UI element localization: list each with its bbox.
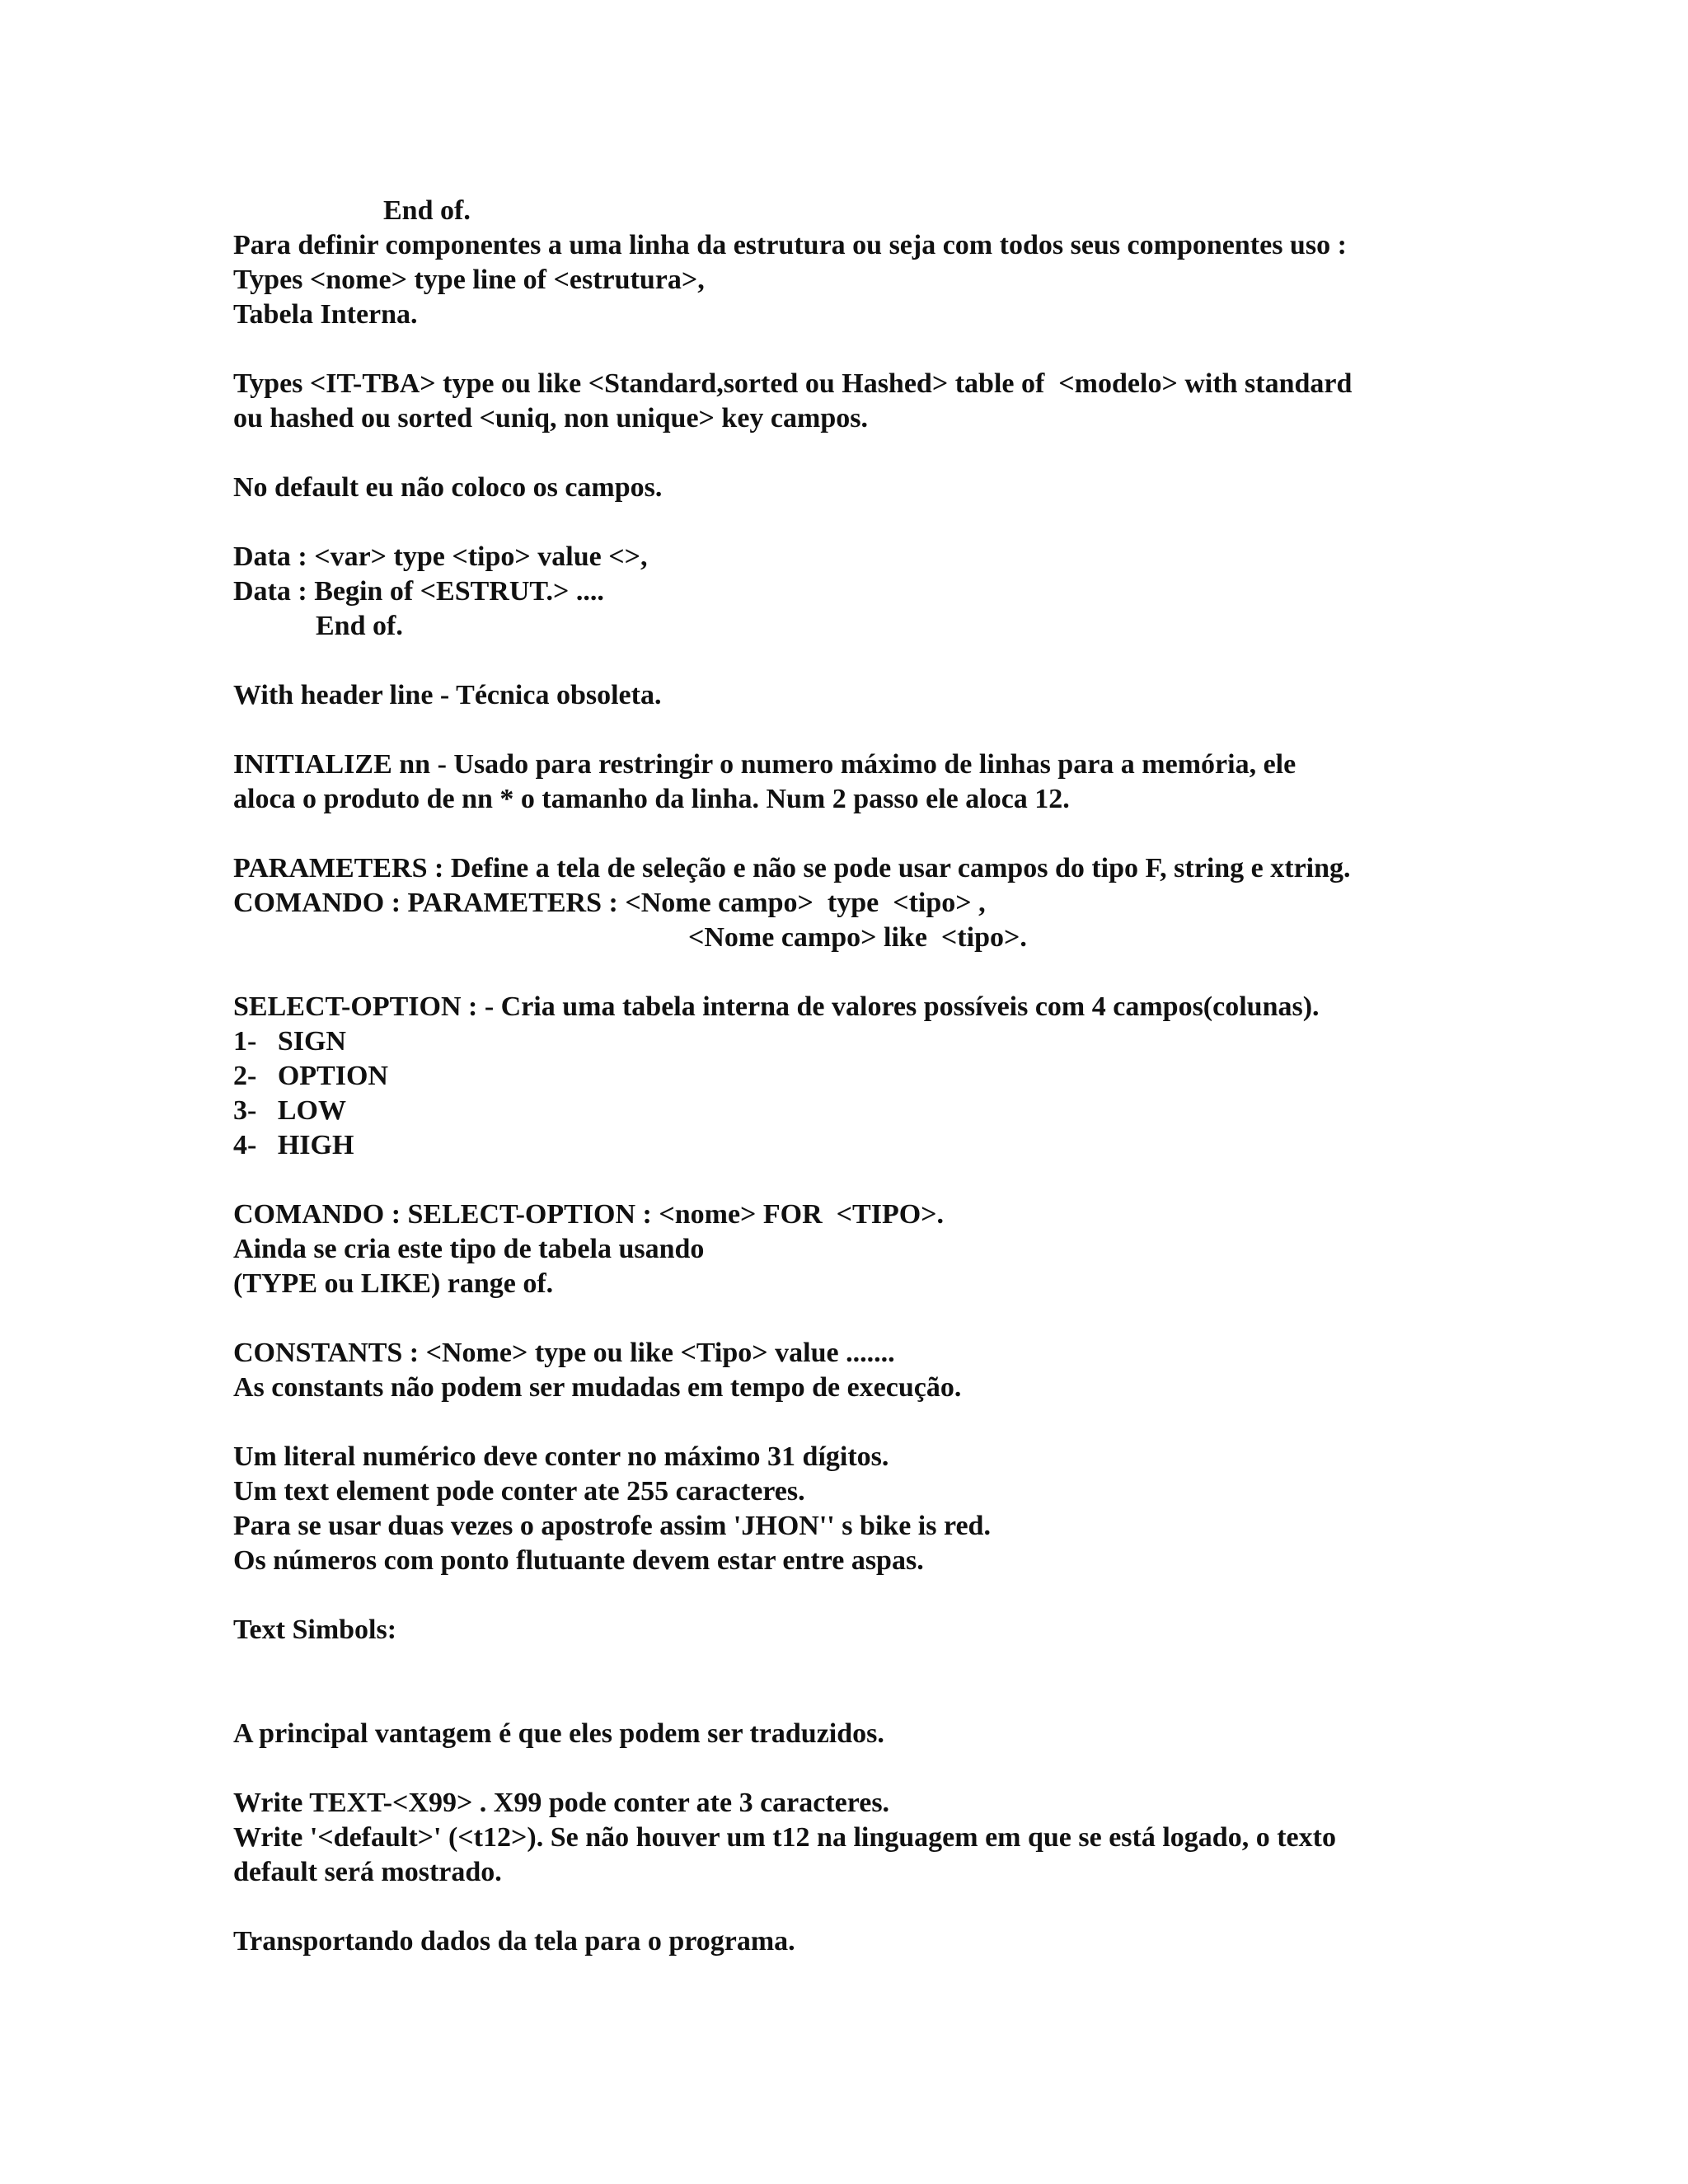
text-line: Um text element pode conter ate 255 caracteres. xyxy=(233,1476,805,1507)
text-line: A principal vantagem é que eles podem ser traduzidos. xyxy=(233,1718,884,1749)
text-line: End of. xyxy=(383,195,471,226)
text-line: (TYPE ou LIKE) range of. xyxy=(233,1268,554,1299)
text-line: Write TEXT-<X99> . X99 pode conter ate 3 caracteres. xyxy=(233,1788,890,1818)
text-line: INITIALIZE nn - Usado para restringir o numero máximo de linhas para a memória, ele xyxy=(233,749,1296,780)
text-line: No default eu não coloco os campos. xyxy=(233,472,663,503)
text-line: Tabela Interna. xyxy=(233,299,418,330)
text-line: Text Simbols: xyxy=(233,1615,397,1645)
text-line: Write '<default>' (<t12>). Se não houver um t12 na linguagem em que se está logado, o texto xyxy=(233,1822,1336,1853)
text-line: ou hashed ou sorted <uniq, non unique> key campos. xyxy=(233,403,868,434)
text-line: Data : <var> type <tipo> value <>, xyxy=(233,541,648,572)
text-line: Types <nome> type line of <estrutura>, xyxy=(233,265,705,295)
text-line: As constants não podem ser mudadas em tempo de execução. xyxy=(233,1372,962,1403)
text-line: aloca o produto de nn * o tamanho da linha. Num 2 passo ele aloca 12. xyxy=(233,784,1070,814)
text-line: PARAMETERS : Define a tela de seleção e não se pode usar campos do tipo F, string e xtring. xyxy=(233,853,1351,883)
text-line: Para se usar duas vezes o apostrofe assim 'JHON'' s bike is red. xyxy=(233,1511,991,1541)
text-line: COMANDO : PARAMETERS : <Nome campo> type <tipo> , xyxy=(233,888,986,918)
text-line: End of. xyxy=(316,611,403,641)
text-line: CONSTANTS : <Nome> type ou like <Tipo> value ....... xyxy=(233,1338,895,1368)
text-line: Os números com ponto flutuante devem estar entre aspas. xyxy=(233,1545,924,1576)
text-line: <Nome campo> like <tipo>. xyxy=(688,922,1027,953)
text-line: default será mostrado. xyxy=(233,1857,502,1887)
list-item: 1- SIGN xyxy=(233,1026,346,1057)
text-line: SELECT-OPTION : - Cria uma tabela interna de valores possíveis com 4 campos(colunas). xyxy=(233,991,1320,1022)
text-line: With header line - Técnica obsoleta. xyxy=(233,680,662,710)
list-item: 2- OPTION xyxy=(233,1061,388,1091)
text-line: Para definir componentes a uma linha da estrutura ou seja com todos seus componentes uso : xyxy=(233,230,1347,260)
text-line: Types <IT-TBA> type ou like <Standard,sorted ou Hashed> table of <modelo> with standard xyxy=(233,368,1353,399)
text-line: COMANDO : SELECT-OPTION : <nome> FOR <TIPO>. xyxy=(233,1199,945,1230)
list-item: 4- HIGH xyxy=(233,1130,354,1160)
text-line: Data : Begin of <ESTRUT.> .... xyxy=(233,576,604,607)
list-item: 3- LOW xyxy=(233,1095,346,1126)
text-line: Transportando dados da tela para o programa. xyxy=(233,1926,795,1957)
text-line: Um literal numérico deve conter no máximo 31 dígitos. xyxy=(233,1441,889,1472)
text-line: Ainda se cria este tipo de tabela usando xyxy=(233,1234,705,1264)
